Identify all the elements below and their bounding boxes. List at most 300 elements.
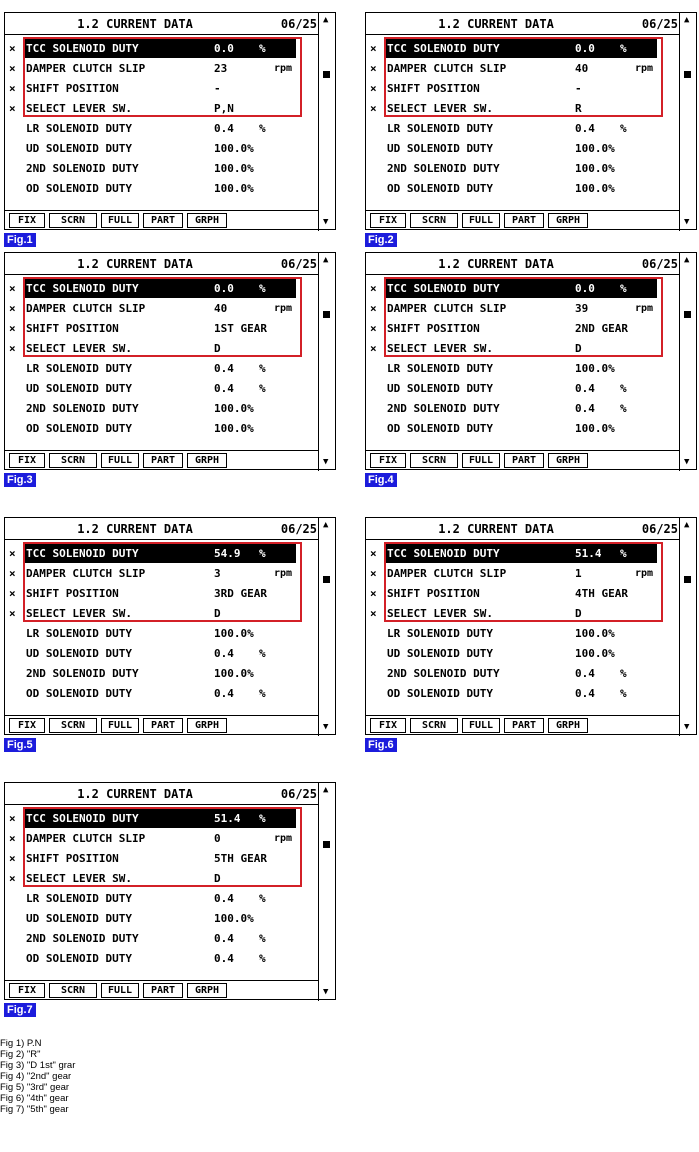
parameter-name: OD SOLENOID DUTY [26,182,132,195]
scroll-thumb[interactable] [323,71,330,78]
data-row[interactable] [366,279,680,298]
scrn-button[interactable]: SCRN [410,718,458,733]
data-row[interactable] [366,684,680,703]
scroll-thumb[interactable] [684,576,691,583]
parameter-name: OD SOLENOID DUTY [387,687,493,700]
scrollbar[interactable] [318,253,335,471]
function-key-bar [366,715,680,736]
data-row[interactable] [5,909,319,928]
parameter-value: 1ST GEAR [214,322,267,335]
scroll-up-icon[interactable]: ▲ [323,255,329,265]
scan-tool-screen [4,782,336,1000]
grph-button[interactable]: GRPH [187,718,227,733]
data-row[interactable] [5,359,319,378]
parameter-name: UD SOLENOID DUTY [26,382,132,395]
scroll-down-icon[interactable]: ▼ [323,217,329,227]
data-row[interactable] [5,604,319,623]
parameter-name: OD SOLENOID DUTY [387,422,493,435]
parameter-name: SELECT LEVER SW. [26,342,132,355]
full-button[interactable]: FULL [101,453,139,468]
grph-button[interactable]: GRPH [548,213,588,228]
parameter-name: DAMPER CLUTCH SLIP [387,567,507,580]
data-row[interactable] [366,119,680,138]
parameter-value: D [214,607,221,620]
full-button[interactable]: FULL [101,213,139,228]
function-key-bar [5,210,319,231]
caption-line: Fig 7) "5th" gear [0,1104,69,1115]
data-row[interactable] [5,829,319,848]
parameter-value: 0.4 [214,932,234,945]
data-row[interactable] [5,279,319,298]
parameter-value: 0.4 [214,647,234,660]
parameter-value: 0.0 [575,282,595,295]
data-row[interactable] [366,339,680,358]
grph-button[interactable]: GRPH [548,718,588,733]
parameter-value: 0.4 [214,362,234,375]
parameter-name: TCC SOLENOID DUTY [24,544,296,563]
parameter-unit: rpm [635,63,654,74]
data-row[interactable] [5,849,319,868]
parameter-name: 2ND SOLENOID DUTY [387,667,500,680]
parameter-value: 100.0% [214,402,254,415]
selection-mark-icon: × [370,302,377,315]
scrollbar[interactable] [679,253,696,471]
parameter-name: LR SOLENOID DUTY [26,122,132,135]
parameter-value: 100.0% [214,422,254,435]
parameter-unit: % [620,42,627,55]
scroll-down-icon[interactable]: ▼ [684,722,690,732]
part-button[interactable]: PART [143,983,183,998]
part-button[interactable]: PART [504,213,544,228]
parameter-value: 4TH GEAR [575,587,628,600]
parameter-name: TCC SOLENOID DUTY [24,279,296,298]
selection-mark-icon: × [9,852,16,865]
parameter-name: UD SOLENOID DUTY [387,647,493,660]
parameter-name: SELECT LEVER SW. [26,872,132,885]
scan-tool-screen [4,252,336,470]
diagnostic-panel [365,252,697,490]
data-row[interactable] [5,644,319,663]
parameter-name: TCC SOLENOID DUTY [24,809,296,828]
data-row[interactable] [5,179,319,198]
parameter-name: 2ND SOLENOID DUTY [26,162,139,175]
scrollbar[interactable] [318,783,335,1001]
data-row[interactable] [5,584,319,603]
selection-mark-icon: × [370,102,377,115]
data-row[interactable] [5,684,319,703]
screen-header [5,253,319,275]
parameter-name: SELECT LEVER SW. [387,342,493,355]
parameter-name: DAMPER CLUTCH SLIP [26,832,146,845]
full-button[interactable]: FULL [101,983,139,998]
parameter-value: 39 [575,302,589,315]
scroll-thumb[interactable] [323,841,330,848]
parameter-unit: % [620,382,627,395]
data-row[interactable] [5,59,319,78]
parameter-value: 100.0% [214,667,254,680]
screen-header [5,518,319,540]
grph-button[interactable]: GRPH [548,453,588,468]
selection-mark-icon: × [370,587,377,600]
scroll-up-icon[interactable]: ▲ [323,520,329,530]
function-key-bar [5,715,319,736]
part-button[interactable]: PART [143,718,183,733]
parameter-unit: % [259,547,266,560]
scroll-up-icon[interactable]: ▲ [684,15,690,25]
scrn-button[interactable]: SCRN [49,718,97,733]
diagnostic-panel [4,252,336,490]
figure-label: Fig.5 [4,738,36,752]
selection-mark-icon: × [370,607,377,620]
caption-line: Fig 6) "4th" gear [0,1093,69,1104]
part-button[interactable]: PART [504,453,544,468]
parameter-value: 23 [214,62,228,75]
data-row[interactable] [5,299,319,318]
data-row[interactable] [5,664,319,683]
data-row[interactable] [366,79,680,98]
selection-mark-icon: × [370,42,377,55]
data-row[interactable] [5,319,319,338]
parameter-name: UD SOLENOID DUTY [26,647,132,660]
parameter-name: SHIFT POSITION [26,852,119,865]
data-row[interactable] [5,949,319,968]
parameter-value: 40 [214,302,228,315]
data-row[interactable] [5,564,319,583]
scrollbar[interactable] [318,518,335,736]
scrn-button[interactable]: SCRN [49,213,97,228]
fix-button[interactable]: FIX [9,213,45,228]
data-row[interactable] [366,319,680,338]
data-row[interactable] [5,39,319,58]
selection-mark-icon: × [9,82,16,95]
data-row[interactable] [366,644,680,663]
selection-mark-icon: × [9,62,16,75]
data-row[interactable] [366,399,680,418]
parameter-unit: rpm [635,303,654,314]
page-indicator: 06/25 [280,257,317,271]
scrn-button[interactable]: SCRN [49,453,97,468]
parameter-unit: rpm [274,833,293,844]
parameter-value: 54.9 [214,547,241,560]
parameter-name: 2ND SOLENOID DUTY [387,162,500,175]
grph-button[interactable]: GRPH [187,983,227,998]
parameter-name: OD SOLENOID DUTY [387,182,493,195]
parameter-value: - [214,82,221,95]
parameter-value: 100.0% [575,422,615,435]
parameter-name: TCC SOLENOID DUTY [24,39,296,58]
parameter-name: DAMPER CLUTCH SLIP [26,302,146,315]
parameter-value: 0.4 [575,687,595,700]
parameter-name: TCC SOLENOID DUTY [385,544,657,563]
page-indicator: 06/25 [280,17,317,31]
parameter-value: 0.4 [575,122,595,135]
data-row[interactable] [5,339,319,358]
parameter-value: 51.4 [214,812,241,825]
selection-mark-icon: × [9,322,16,335]
parameter-value: 0 [214,832,221,845]
selection-mark-icon: × [9,282,16,295]
figure-label: Fig.1 [4,233,36,247]
screen-title: 1.2 CURRENT DATA [77,522,193,536]
data-row[interactable] [366,359,680,378]
fix-button[interactable]: FIX [9,718,45,733]
parameter-name: 2ND SOLENOID DUTY [26,667,139,680]
data-row[interactable] [366,59,680,78]
parameter-name: UD SOLENOID DUTY [387,142,493,155]
parameter-value: 3RD GEAR [214,587,267,600]
parameter-value: 100.0% [575,627,615,640]
parameter-unit: % [620,687,627,700]
screen-title: 1.2 CURRENT DATA [438,257,554,271]
selection-mark-icon: × [9,102,16,115]
parameter-value: 100.0% [575,142,615,155]
parameter-name: DAMPER CLUTCH SLIP [26,567,146,580]
parameter-name: LR SOLENOID DUTY [387,627,493,640]
data-row[interactable] [366,139,680,158]
parameter-unit: rpm [274,63,293,74]
parameter-unit: % [259,362,266,375]
parameter-name: DAMPER CLUTCH SLIP [387,302,507,315]
data-row[interactable] [5,119,319,138]
page-indicator: 06/25 [641,257,678,271]
full-button[interactable]: FULL [101,718,139,733]
data-row[interactable] [366,544,680,563]
diagnostic-panel [4,12,336,250]
part-button[interactable]: PART [504,718,544,733]
parameter-value: 0.4 [214,382,234,395]
parameter-value: D [214,342,221,355]
function-key-bar [366,450,680,471]
parameter-name: LR SOLENOID DUTY [26,627,132,640]
data-row[interactable] [5,399,319,418]
figure-label: Fig.3 [4,473,36,487]
caption-line: Fig 2) "R" [0,1049,41,1060]
parameter-unit: % [620,547,627,560]
data-row[interactable] [5,929,319,948]
parameter-unit: % [259,812,266,825]
parameter-unit: % [620,282,627,295]
parameter-value: 100.0% [214,912,254,925]
parameter-name: UD SOLENOID DUTY [26,142,132,155]
data-row[interactable] [366,159,680,178]
parameter-name: 2ND SOLENOID DUTY [26,402,139,415]
figure-label: Fig.6 [365,738,397,752]
scroll-up-icon[interactable]: ▲ [684,255,690,265]
parameter-name: SHIFT POSITION [387,587,480,600]
parameter-value: D [214,872,221,885]
full-button[interactable]: FULL [462,453,500,468]
diagnostic-panel [4,517,336,755]
parameter-name: TCC SOLENOID DUTY [385,39,657,58]
data-row[interactable] [5,159,319,178]
parameter-value: 0.4 [214,687,234,700]
parameter-unit: % [259,932,266,945]
parameter-name: LR SOLENOID DUTY [387,362,493,375]
data-row[interactable] [5,889,319,908]
selection-mark-icon: × [9,342,16,355]
grph-button[interactable]: GRPH [187,453,227,468]
scroll-thumb[interactable] [684,311,691,318]
scrollbar[interactable] [318,13,335,231]
data-row[interactable] [5,544,319,563]
parameter-value: 0.0 [214,42,234,55]
parameter-name: LR SOLENOID DUTY [26,892,132,905]
selection-mark-icon: × [9,547,16,560]
parameter-value: R [575,102,582,115]
full-button[interactable]: FULL [462,718,500,733]
data-row[interactable] [5,624,319,643]
parameter-name: SHIFT POSITION [387,322,480,335]
scroll-up-icon[interactable]: ▲ [323,785,329,795]
data-row[interactable] [366,419,680,438]
parameter-value: 100.0% [214,142,254,155]
scan-tool-screen [365,252,697,470]
parameter-value: 0.4 [214,892,234,905]
parameter-unit: % [259,892,266,905]
selection-mark-icon: × [9,872,16,885]
selection-mark-icon: × [9,607,16,620]
parameter-value: 0.4 [575,382,595,395]
caption-line: Fig 4) "2nd" gear [0,1071,72,1082]
parameter-name: SELECT LEVER SW. [387,607,493,620]
selection-mark-icon: × [370,322,377,335]
page-indicator: 06/25 [641,522,678,536]
parameter-name: SHIFT POSITION [26,82,119,95]
page-indicator: 06/25 [280,522,317,536]
scroll-thumb[interactable] [323,576,330,583]
grph-button[interactable]: GRPH [187,213,227,228]
selection-mark-icon: × [370,282,377,295]
data-row[interactable] [366,564,680,583]
scroll-down-icon[interactable]: ▼ [684,217,690,227]
screen-title: 1.2 CURRENT DATA [77,787,193,801]
figure-label: Fig.2 [365,233,397,247]
parameter-value: 100.0% [575,162,615,175]
parameter-unit: % [259,282,266,295]
scroll-thumb[interactable] [684,71,691,78]
parameter-unit: % [259,382,266,395]
parameter-name: LR SOLENOID DUTY [26,362,132,375]
parameter-value: 100.0% [214,162,254,175]
scroll-down-icon[interactable]: ▼ [684,457,690,467]
scrn-button[interactable]: SCRN [410,453,458,468]
parameter-name: SELECT LEVER SW. [26,102,132,115]
figure-label: Fig.7 [4,1003,36,1017]
parameter-name: SELECT LEVER SW. [387,102,493,115]
parameter-name: SHIFT POSITION [26,587,119,600]
screen-header [366,518,680,540]
parameter-value: 0.4 [575,667,595,680]
data-row[interactable] [5,419,319,438]
fix-button[interactable]: FIX [9,453,45,468]
selection-mark-icon: × [370,62,377,75]
parameter-value: 100.0% [214,182,254,195]
parameter-name: LR SOLENOID DUTY [387,122,493,135]
scrn-button[interactable]: SCRN [49,983,97,998]
parameter-name: 2ND SOLENOID DUTY [387,402,500,415]
parameter-value: 0.0 [575,42,595,55]
part-button[interactable]: PART [143,453,183,468]
parameter-unit: rpm [274,303,293,314]
data-row[interactable] [5,139,319,158]
data-row[interactable] [366,99,680,118]
parameter-unit: rpm [635,568,654,579]
scroll-up-icon[interactable]: ▲ [684,520,690,530]
parameter-value: 0.4 [575,402,595,415]
data-row[interactable] [366,379,680,398]
screen-title: 1.2 CURRENT DATA [77,17,193,31]
selection-mark-icon: × [370,567,377,580]
parameter-name: SELECT LEVER SW. [26,607,132,620]
parameter-unit: rpm [274,568,293,579]
selection-mark-icon: × [370,342,377,355]
fix-button[interactable]: FIX [370,453,406,468]
parameter-unit: % [620,667,627,680]
parameter-value: 40 [575,62,589,75]
fix-button[interactable]: FIX [370,718,406,733]
scroll-down-icon[interactable]: ▼ [323,457,329,467]
parameter-name: TCC SOLENOID DUTY [385,279,657,298]
data-row[interactable] [366,39,680,58]
scroll-up-icon[interactable]: ▲ [323,15,329,25]
parameter-unit: % [259,42,266,55]
selection-mark-icon: × [9,42,16,55]
part-button[interactable]: PART [143,213,183,228]
parameter-value: 0.4 [214,122,234,135]
parameter-value: P,N [214,102,234,115]
data-row[interactable] [366,584,680,603]
data-row[interactable] [5,869,319,888]
selection-mark-icon: × [9,587,16,600]
caption-line: Fig 3) "D 1st" grar [0,1060,76,1071]
parameter-value: 2ND GEAR [575,322,628,335]
screen-header [366,253,680,275]
parameter-value: 100.0% [575,362,615,375]
scroll-down-icon[interactable]: ▼ [323,722,329,732]
data-row[interactable] [5,79,319,98]
parameter-name: UD SOLENOID DUTY [26,912,132,925]
fix-button[interactable]: FIX [9,983,45,998]
parameter-name: SHIFT POSITION [387,82,480,95]
selection-mark-icon: × [9,832,16,845]
parameter-value: 5TH GEAR [214,852,267,865]
parameter-name: DAMPER CLUTCH SLIP [387,62,507,75]
data-row[interactable] [366,179,680,198]
data-row[interactable] [5,99,319,118]
data-row[interactable] [366,664,680,683]
parameter-unit: % [259,647,266,660]
diagnostic-panel [365,12,697,250]
data-row[interactable] [5,809,319,828]
parameter-name: OD SOLENOID DUTY [26,422,132,435]
data-row[interactable] [5,379,319,398]
scroll-down-icon[interactable]: ▼ [323,987,329,997]
screen-header [5,13,319,35]
scrollbar[interactable] [679,13,696,231]
scrollbar[interactable] [679,518,696,736]
caption-line: Fig 1) P.N [0,1038,42,1049]
function-key-bar [5,980,319,1001]
scrn-button[interactable]: SCRN [410,213,458,228]
parameter-name: 2ND SOLENOID DUTY [26,932,139,945]
data-row[interactable] [366,624,680,643]
full-button[interactable]: FULL [462,213,500,228]
data-row[interactable] [366,604,680,623]
scroll-thumb[interactable] [323,311,330,318]
parameter-value: 100.0% [214,627,254,640]
data-row[interactable] [366,299,680,318]
fix-button[interactable]: FIX [370,213,406,228]
